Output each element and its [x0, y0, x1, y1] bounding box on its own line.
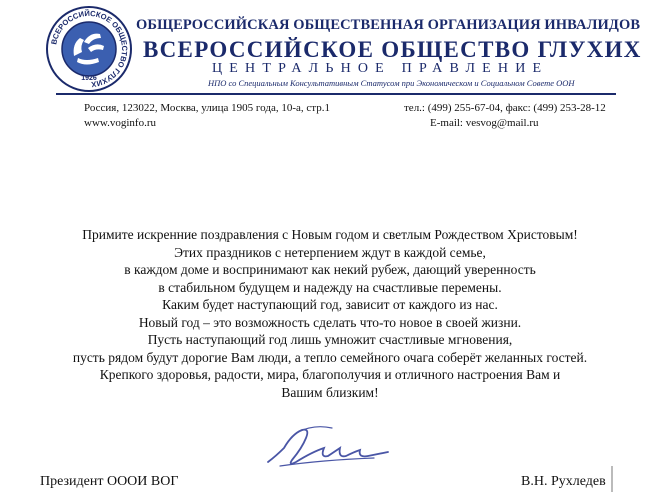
contact-block: [404, 101, 634, 131]
message-line: в стабильном будущем и надежду на счастливые перемены.: [158, 279, 502, 295]
signatory-position: Президент ОООИ ВОГ: [40, 474, 179, 489]
email-link[interactable]: E-mail: vesvog@mail.ru: [430, 117, 539, 129]
logo-ring-text: ВСЕРОССИЙСКОЕ ОБЩЕСТВО ГЛУХИХ: [49, 8, 130, 89]
message-line: Вашим близким!: [281, 384, 379, 400]
logo-year: 1926: [81, 75, 97, 82]
vog-logo: [44, 4, 134, 94]
page-edge-mark: [611, 466, 613, 492]
org-name-line: ОБЩЕРОССИЙСКАЯ ОБЩЕСТВЕННАЯ ОРГАНИЗАЦИЯ ИНВАЛИДОВ: [136, 17, 641, 33]
message-line: Новый год – это возможность сделать что-то новое в своей жизни.: [138, 314, 522, 330]
org-board: ЦЕНТРАЛЬНОЕ ПРАВЛЕНИЕ: [212, 61, 549, 76]
signatory-name: В.Н. Рухледев: [521, 474, 606, 489]
handwritten-signature: [262, 418, 392, 478]
address-block: [84, 101, 404, 131]
org-title: ВСЕРОССИЙСКОЕ ОБЩЕСТВО ГЛУХИХ: [143, 37, 642, 62]
message-line: Крепкого здоровья, радости, мира, благополучия и отличного настроения Вам и: [99, 367, 561, 382]
message-line: пусть рядом будут дорогие Вам люди, а тепло семейного очага соберёт желанных гостей.: [72, 349, 588, 365]
message-line: Каким будет наступающий год, зависит от каждого из нас.: [162, 297, 498, 312]
greeting-message: [30, 226, 630, 401]
org-status: НПО со Специальным Консультативным Статусом при Экономическом и Социальном Совете ООН: [208, 78, 575, 88]
message-line: Пусть наступающий год лишь умножит счастливые мгновения,: [147, 332, 513, 347]
postal-address: Россия, 123022, Москва, улица 1905 года, 10-а, стр.1: [84, 102, 330, 114]
message-line: Этих праздников с нетерпением ждут в каждой семье,: [174, 244, 486, 260]
message-line: в каждом доме и воспринимают как некий рубеж, дающий уверенность: [124, 262, 536, 277]
message-line: Примите искренние поздравления с Новым годом и светлым Рождеством Христовым!: [82, 227, 578, 242]
phone-fax: тел.: (499) 255-67-04, факс: (499) 253-28-12: [404, 102, 606, 114]
header-divider: [56, 93, 616, 95]
website-link[interactable]: www.voginfo.ru: [84, 117, 156, 129]
